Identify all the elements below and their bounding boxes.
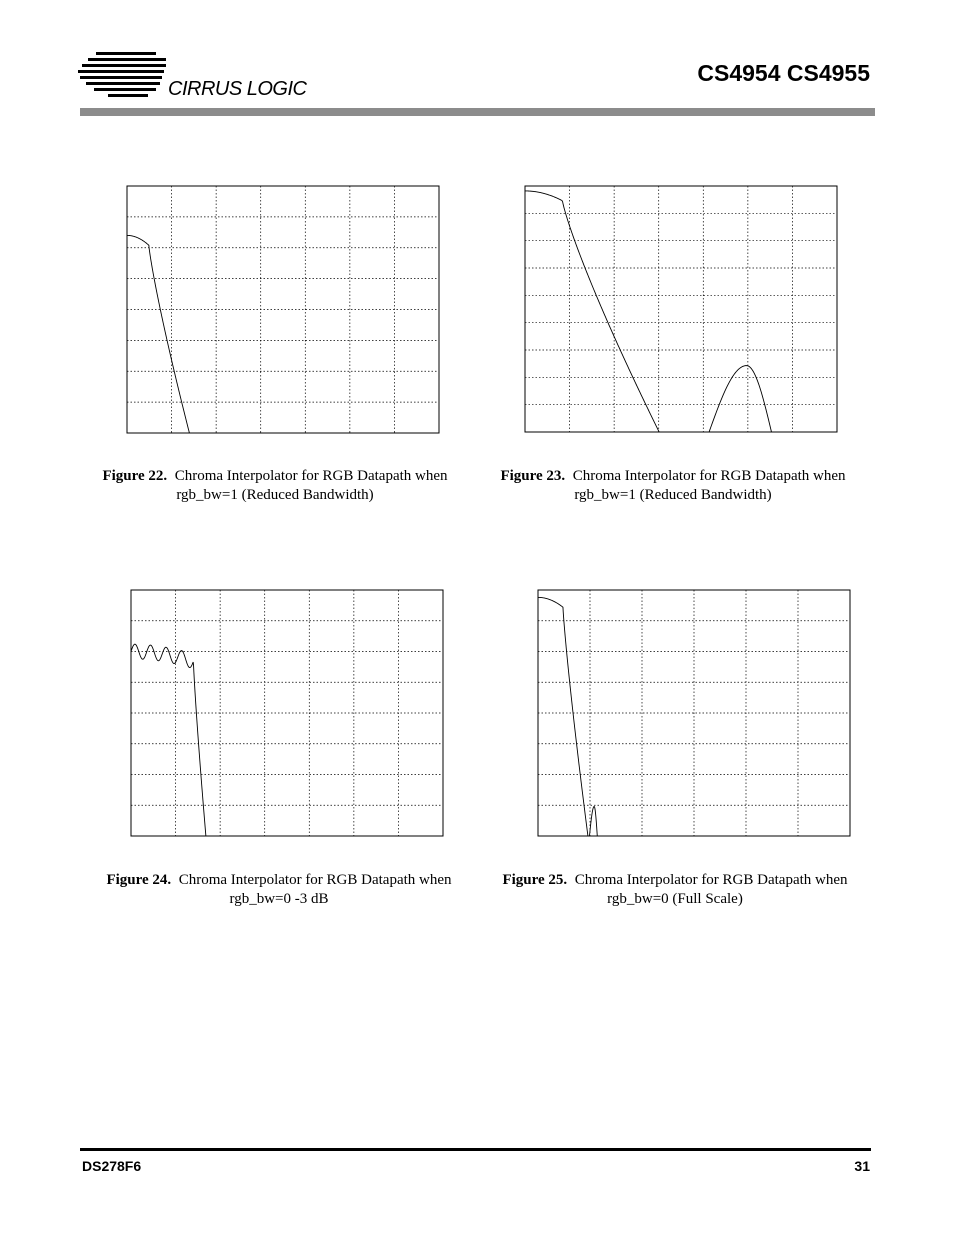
figure-subtitle: rgb_bw=0 -3 dB [229,891,329,907]
figure-22-caption [92,467,458,505]
response-curve [127,235,189,433]
figure-24-caption [96,871,462,909]
figure-25-plot [537,589,851,837]
figure-23-plot [524,185,838,433]
header-bar [80,108,875,116]
footer-rule [80,1148,871,1151]
figure-title: Chroma Interpolator for RGB Datapath when [572,468,846,484]
figure-title: Chroma Interpolator for RGB Datapath when [178,872,452,888]
figure-24-plot [130,589,444,837]
response-curve [538,597,588,836]
document-title: CS4954 CS4955 [697,60,870,86]
response-curve [131,644,206,836]
response-curve [525,191,659,432]
footer-page-number: 31 [854,1158,870,1174]
figure-title: Chroma Interpolator for RGB Datapath when [174,468,448,484]
footer-doc-id: DS278F6 [82,1158,142,1174]
figure-number: Figure 24. [106,872,172,888]
figure-number: Figure 23. [500,468,566,484]
figure-number: Figure 22. [102,468,168,484]
logo-text: CIRRUS LOGIC [168,78,307,100]
figure-number: Figure 25. [502,872,568,888]
response-curve [589,806,597,836]
figure-subtitle: rgb_bw=0 (Full Scale) [607,891,743,907]
figure-subtitle: rgb_bw=1 (Reduced Bandwidth) [176,487,374,503]
plot-frame [525,186,837,432]
figure-25-caption [492,871,858,909]
figure-23-caption [490,467,856,505]
response-curve [709,366,771,432]
figure-subtitle: rgb_bw=1 (Reduced Bandwidth) [574,487,772,503]
figure-title: Chroma Interpolator for RGB Datapath when [574,872,848,888]
figure-22-plot [126,185,440,434]
